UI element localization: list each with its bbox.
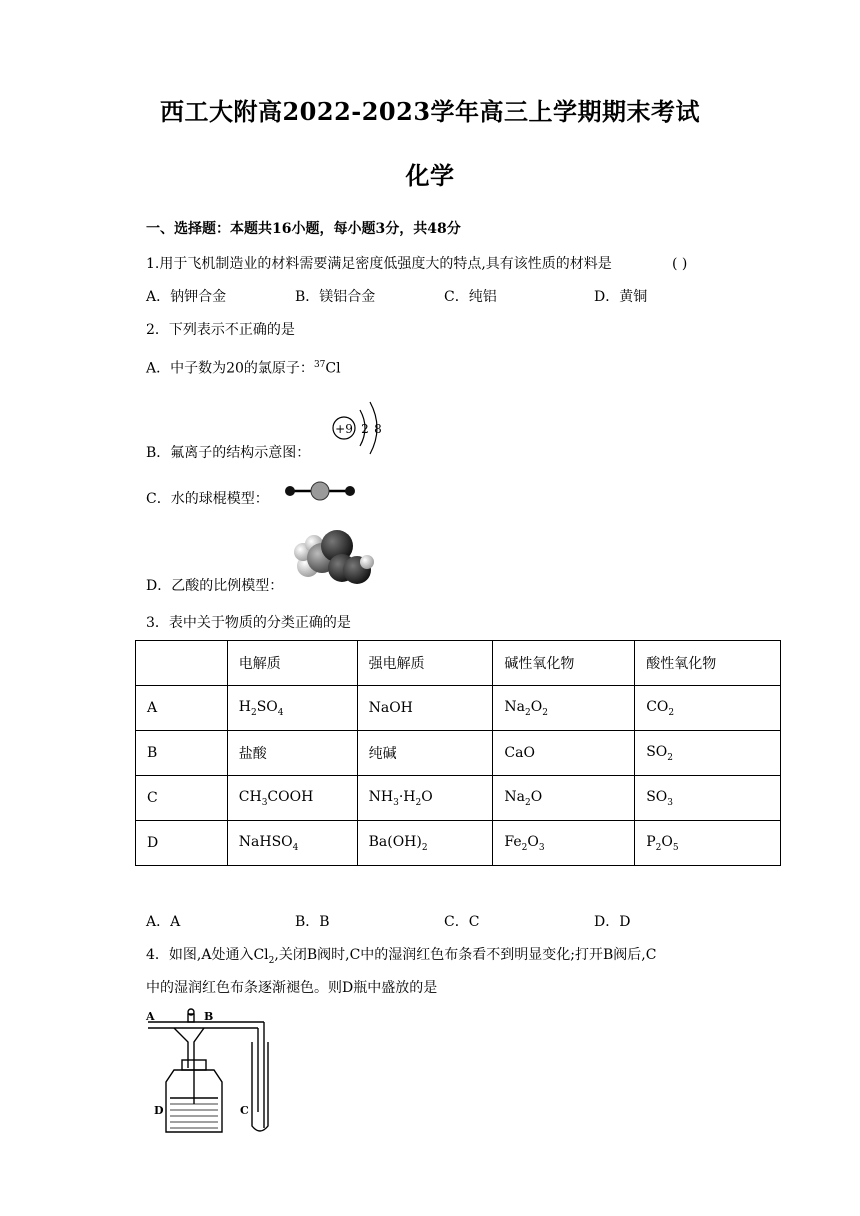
table-header-cell: 碱性氧化物 xyxy=(493,641,635,686)
formula-subscript: 2 xyxy=(668,707,675,718)
formula-part: O xyxy=(530,698,543,715)
table-row-label: C xyxy=(136,776,228,821)
table-cell xyxy=(227,776,357,821)
formula-part: SO xyxy=(256,698,278,715)
exam-title: 西工大附高2022-2023学年高三上学期期末考试 xyxy=(159,97,701,126)
acetic-acid-space-filling-model xyxy=(290,524,376,590)
formula-part: ·H xyxy=(398,788,416,805)
q4-line-2: 中的湿润红色布条逐渐褪色。则D瓶中盛放的是 xyxy=(146,980,438,996)
q2-option-c: C．水的球棍模型： xyxy=(146,491,269,507)
formula-part: SO xyxy=(646,743,668,760)
formula-part: O xyxy=(421,788,433,805)
table-cell xyxy=(227,686,357,731)
formula-part: CaO xyxy=(504,745,535,761)
q2-option-b: B．氟离子的结构示意图： xyxy=(146,445,311,461)
q3-option-a: A．A xyxy=(146,914,181,930)
label-b: B xyxy=(204,1010,214,1023)
q1-stem-text: 1.用于飞机制造业的材料需要满足密度低强度大的特点,具有该性质的材料是 xyxy=(146,256,612,272)
hydrogen-atom-right xyxy=(345,486,355,496)
table-cell xyxy=(227,731,357,776)
table-row xyxy=(136,686,781,731)
q3-option-b: B．B xyxy=(295,914,330,930)
formula-part: Na xyxy=(504,788,526,805)
q3-option-c: C．C xyxy=(444,914,480,930)
q2-a-label: A．中子数为20的氯原子： xyxy=(146,360,314,377)
formula-subscript: 2 xyxy=(525,707,531,718)
chlorine-apparatus-diagram xyxy=(144,1008,276,1138)
formula-part: 盐酸 xyxy=(238,746,267,762)
table-row xyxy=(136,776,781,821)
q1-answer-paren: ( ) xyxy=(672,256,688,272)
formula-subscript: 4 xyxy=(292,842,299,853)
oxygen-atom xyxy=(311,482,329,500)
formula-part: P xyxy=(646,833,656,850)
subject-title: 化学 xyxy=(405,161,455,190)
formula-part: H xyxy=(238,698,251,715)
formula-subscript: 3 xyxy=(393,797,399,808)
nucleus-charge: +9 xyxy=(335,422,353,436)
q2-option-a xyxy=(146,356,341,378)
formula-part: O xyxy=(661,833,673,850)
formula-subscript: 2 xyxy=(421,842,428,853)
hydrogen-atom-left xyxy=(285,486,295,496)
q3-option-d: D．D xyxy=(594,914,631,930)
q3-stem: 3．表中关于物质的分类正确的是 xyxy=(146,615,351,631)
table-row xyxy=(136,731,781,776)
fluoride-ion-structure-diagram xyxy=(326,398,390,460)
q4-line-1-b: ,关闭B阀时,C中的湿润红色布条看不到明显变化;打开B阀后,C xyxy=(274,947,657,963)
formula-subscript: 2 xyxy=(525,797,531,808)
formula-part: O xyxy=(527,833,539,850)
table-cell xyxy=(357,686,493,731)
table-cell xyxy=(357,776,493,821)
formula-part: COOH xyxy=(267,788,314,805)
q1-option-a: A．钠钾合金 xyxy=(146,289,227,305)
formula-subscript: 2 xyxy=(667,752,674,763)
shell-2-electrons: 8 xyxy=(374,422,382,436)
formula-part: NaHSO xyxy=(238,833,293,850)
formula-subscript: 3 xyxy=(667,797,674,808)
q1-option-c: C．纯铝 xyxy=(444,289,497,305)
table-row-label: B xyxy=(136,731,228,776)
table-cell xyxy=(635,776,781,821)
label-a: A xyxy=(146,1010,155,1023)
q2-a-symbol: Cl xyxy=(325,360,341,377)
formula-subscript: 2 xyxy=(415,797,422,808)
q2-a-mass-number: 37 xyxy=(313,360,326,370)
water-ball-stick-model xyxy=(282,478,358,504)
table-cell xyxy=(493,776,635,821)
branch-tube-left xyxy=(174,1028,188,1068)
q2-stem: 2．下列表示不正确的是 xyxy=(146,322,295,338)
q4-line-1 xyxy=(146,946,656,970)
table-header-cell: 强电解质 xyxy=(357,641,493,686)
table-header-row xyxy=(136,641,781,686)
formula-part: Na xyxy=(504,698,526,715)
table-header-cell xyxy=(136,641,228,686)
q2-option-d: D．乙酸的比例模型： xyxy=(146,578,284,594)
table-cell xyxy=(635,821,781,866)
label-c: C xyxy=(240,1104,249,1117)
table-row-label: A xyxy=(136,686,228,731)
table-cell xyxy=(357,731,493,776)
section-heading: 一、选择题：本题共16小题，每小题3分，共48分 xyxy=(146,221,461,237)
table-cell xyxy=(227,821,357,866)
formula-part: CO xyxy=(646,698,669,715)
table-cell xyxy=(357,821,493,866)
formula-subscript: 2 xyxy=(250,707,257,718)
formula-subscript: 2 xyxy=(521,842,528,853)
label-d: D xyxy=(154,1104,164,1117)
test-tube-c xyxy=(252,1042,268,1131)
q4-line-1-sub: 2 xyxy=(268,955,275,966)
table-cell xyxy=(493,686,635,731)
table-header-cell: 酸性氧化物 xyxy=(635,641,781,686)
h-atom-4 xyxy=(360,555,374,569)
table-cell xyxy=(635,731,781,776)
shell-1-electrons: 2 xyxy=(361,422,369,436)
formula-part: Fe xyxy=(504,833,522,850)
formula-subscript: 3 xyxy=(261,797,268,808)
table-cell xyxy=(635,686,781,731)
formula-part: NH xyxy=(368,788,394,805)
q1-option-d: D．黄铜 xyxy=(594,289,648,305)
formula-part: 纯碱 xyxy=(368,746,397,762)
table-row-label: D xyxy=(136,821,228,866)
formula-part: O xyxy=(530,788,543,805)
branch-tube-right xyxy=(194,1028,204,1104)
formula-subscript: 3 xyxy=(538,842,545,853)
classification-table xyxy=(135,640,781,866)
formula-part: NaOH xyxy=(368,700,413,716)
formula-part: Ba(OH) xyxy=(368,833,422,850)
q1-option-b: B．镁铝合金 xyxy=(295,289,376,305)
formula-part: CH xyxy=(238,788,262,805)
formula-subscript: 2 xyxy=(542,707,548,718)
q4-line-1-a: 4．如图,A处通入Cl xyxy=(146,947,269,963)
table-header-cell: 电解质 xyxy=(227,641,357,686)
formula-subscript: 2 xyxy=(655,842,662,853)
table-cell xyxy=(493,731,635,776)
formula-subscript: 5 xyxy=(672,842,679,853)
q1-stem xyxy=(146,255,612,273)
table-row xyxy=(136,821,781,866)
formula-part: SO xyxy=(646,788,668,805)
formula-subscript: 4 xyxy=(277,707,284,718)
table-cell xyxy=(493,821,635,866)
